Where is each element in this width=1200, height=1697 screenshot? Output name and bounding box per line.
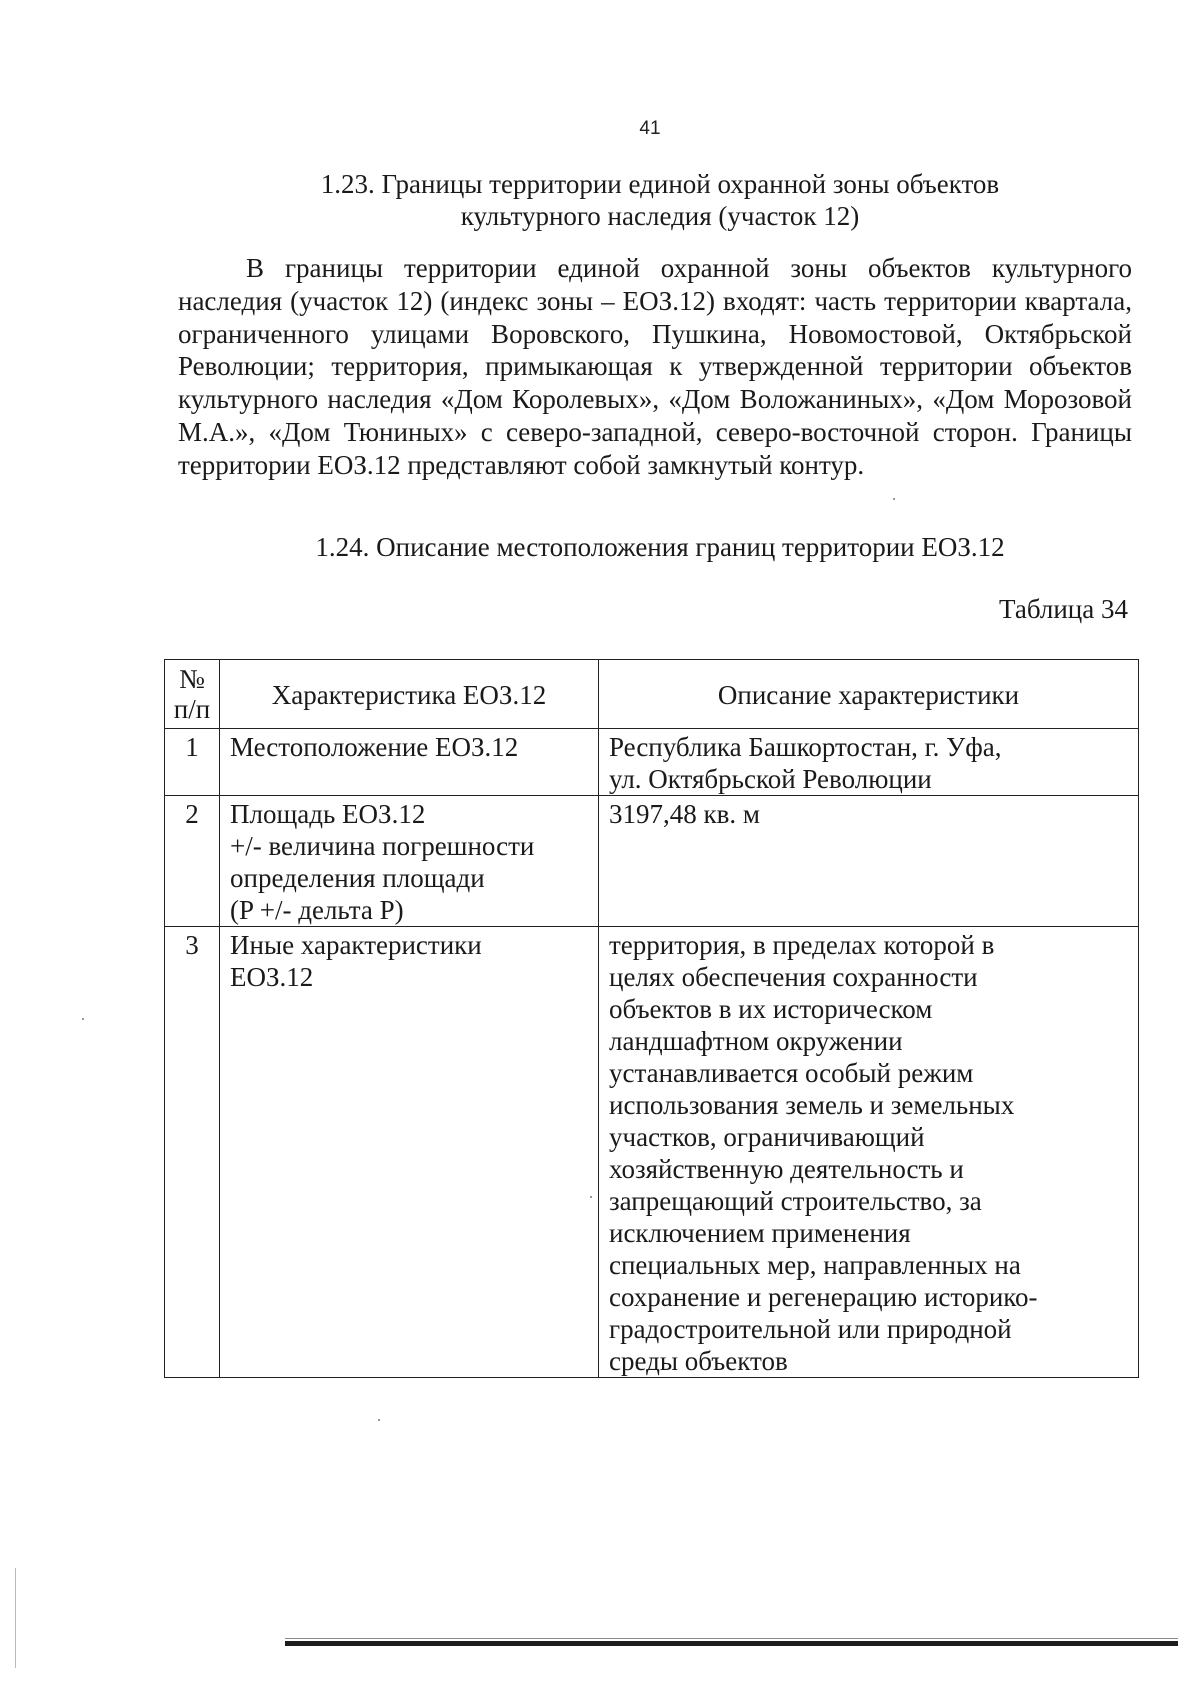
row-characteristic-line: определения площади: [230, 863, 485, 893]
row-num: 1: [165, 729, 220, 796]
scan-speck: [82, 1018, 84, 1020]
scan-bottom-rule: [285, 1641, 1178, 1646]
scan-speck: [590, 1196, 592, 1198]
scan-margin-line: [15, 1568, 16, 1668]
row-description-line: сохранение и регенерацию историко-: [609, 1282, 1038, 1312]
row-description-line: использования земель и земельных: [609, 1090, 1015, 1120]
row-characteristic-line: Иные характеристики: [230, 930, 482, 960]
scan-speck: [893, 498, 895, 500]
scan-edge-line: [285, 1638, 1178, 1639]
table-caption: Таблица 34: [999, 594, 1128, 624]
row-characteristic-line: Площадь ЕОЗ.12: [230, 799, 426, 829]
header-num: [165, 660, 220, 729]
row-characteristic-line: +/- величина погрешности: [230, 831, 535, 861]
row-description-line: запрещающий строительство, за: [609, 1186, 982, 1216]
row-description: 3197,48 кв. м: [599, 796, 1139, 927]
row-description-line: участков, ограничивающий: [609, 1122, 925, 1152]
section-paragraph: В границы территории единой охранной зоны объектов культурного наследия (участок 12) (индекс зоны – ЕОЗ.12) входят: часть территории квартала, ограниченного улицами Воровского, Пушкина, Новомостовой, Октябрьской Революции; территория, примыкающая к утвержденной территории объектов культурного наследия «Дом Королевых», «Дом Воложаниных», «Дом Морозовой М.А.», «Дом Тюниных» с северо-западной, северо-восточной сторон. Границы территории ЕОЗ.12 представляют собой замкнутый контур.: [178, 253, 1132, 480]
table-row: [165, 796, 1139, 927]
row-description-line: ул. Октябрьской Революции: [609, 764, 932, 794]
header-characteristic: Характеристика ЕОЗ.12: [220, 660, 599, 729]
row-description-line: градостроительной или природной: [609, 1314, 1012, 1344]
header-num-line-1: №: [179, 664, 205, 694]
section-heading-1-24: 1.24. Описание местоположения границ территории ЕОЗ.12: [315, 532, 1005, 562]
section-heading-1-23: [180, 168, 1140, 232]
row-characteristic-line: (P +/- дельта P): [230, 895, 404, 925]
row-description-line: целях обеспечения сохранности: [609, 962, 978, 992]
row-characteristic: [220, 927, 599, 1378]
row-description-line: среды объектов: [609, 1346, 788, 1376]
header-num-line-2: п/п: [173, 694, 211, 724]
section-heading-line-2: культурного наследия (участок 12): [460, 201, 860, 231]
row-description-line: ландшафтном окружении: [609, 1026, 903, 1056]
row-description: [599, 927, 1139, 1378]
section-heading-line-1: 1.23. Границы территории единой охранной зоны объектов: [320, 169, 1000, 199]
row-num: 2: [165, 796, 220, 927]
table-header-row: [165, 660, 1139, 729]
row-num: 3: [165, 927, 220, 1378]
row-description-line: устанавливается особый режим: [609, 1058, 974, 1088]
row-description-line: исключением применения: [609, 1218, 911, 1248]
row-description-line: объектов в их историческом: [609, 994, 933, 1024]
page-number: 41: [639, 118, 661, 139]
row-description-line: территория, в пределах которой в: [609, 930, 995, 960]
row-description: [599, 729, 1139, 796]
row-characteristic: [220, 796, 599, 927]
scan-speck: [378, 1419, 380, 1421]
row-description-line: специальных мер, направленных на: [609, 1250, 1021, 1280]
characteristics-table: [164, 659, 1139, 1378]
row-characteristic: Местоположение ЕОЗ.12: [220, 729, 599, 796]
table-row: [165, 927, 1139, 1378]
header-description: Описание характеристики: [599, 660, 1139, 729]
row-description-line: Республика Башкортостан, г. Уфа,: [609, 732, 1002, 762]
table-row: [165, 729, 1139, 796]
row-characteristic-line: ЕОЗ.12: [230, 962, 314, 992]
row-description-line: хозяйственную деятельность и: [609, 1154, 964, 1184]
